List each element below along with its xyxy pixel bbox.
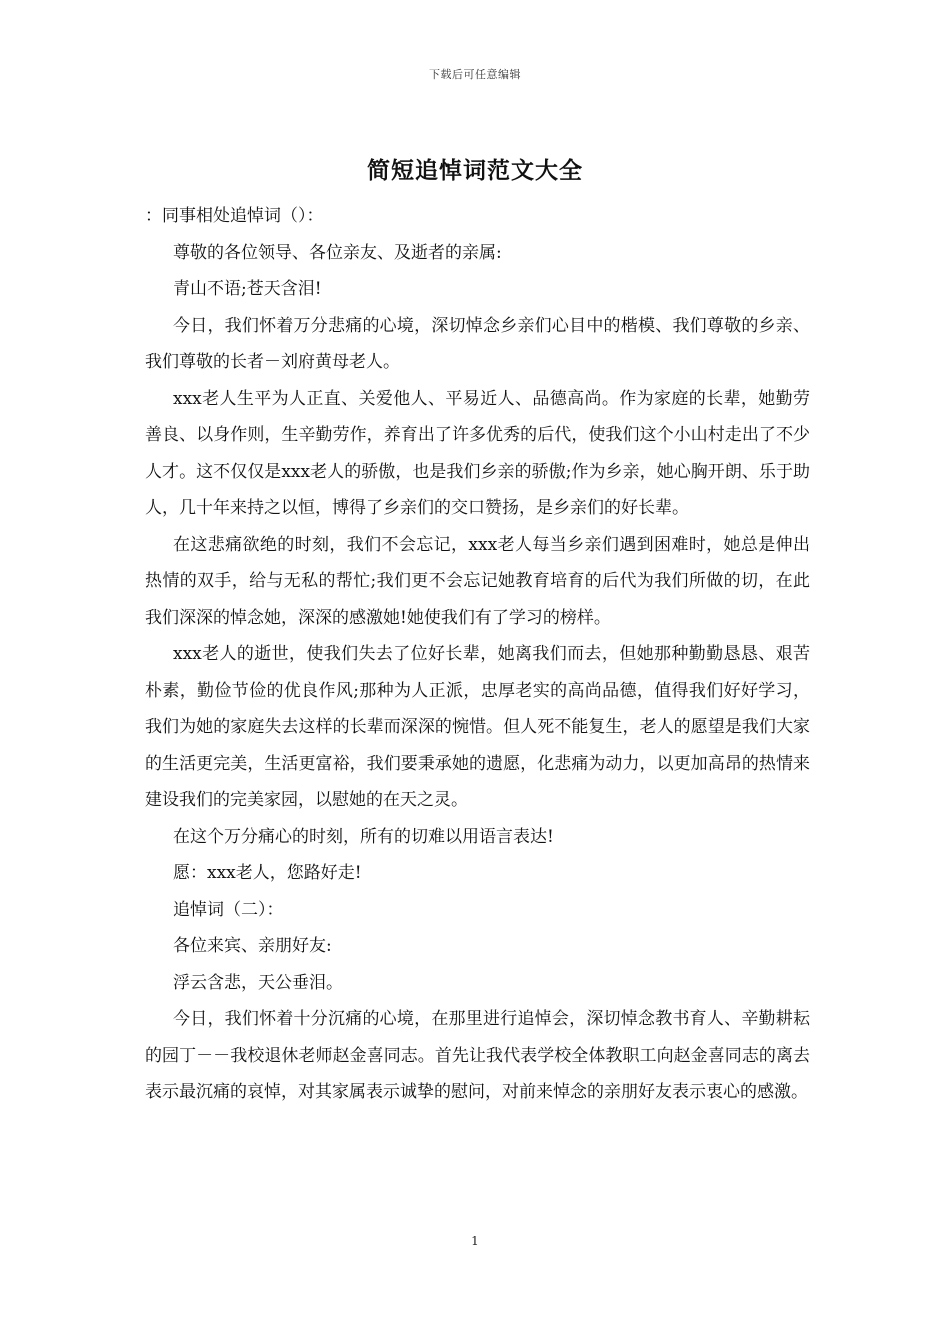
paragraph: 青山不语;苍天含泪! bbox=[173, 279, 322, 299]
page-number: 1 bbox=[471, 1234, 479, 1248]
section-heading: 追悼词（二）： bbox=[173, 899, 284, 920]
paragraph: xxx老人的逝世，使我们失去了位好长辈，她离我们而去，但她那种勤勤恳恳、艰苦朴素，勤俭节俭的优良作风;那种为人正派，忠厚老实的高尚品德，值得我们好好学习，我们为她的家庭失去这样的长辈而深深的惋惜。但人死不能复生，老人的愿望是我们大家的生活更完美，生活更富裕，我们要秉承她的遗愿，化悲痛为动力，以更加高昂的热情来建设我们的完美家园，以慰她的在天之灵。 bbox=[145, 644, 810, 810]
paragraph: 尊敬的各位领导、各位亲友、及逝者的亲属: bbox=[173, 242, 502, 263]
page-header: 下载后可任意编辑 bbox=[429, 68, 521, 81]
paragraph: 在这个万分痛心的时刻，所有的切难以用语言表达! bbox=[173, 826, 554, 847]
paragraph: 愿：xxx老人，您路好走! bbox=[173, 863, 362, 883]
document-body bbox=[145, 198, 810, 1111]
paragraph: 浮云含悲，天公垂泪。 bbox=[173, 972, 343, 993]
document-title: 简短追悼词范文大全 bbox=[367, 157, 583, 184]
paragraph: 今日，我们怀着万分悲痛的心境，深切悼念乡亲们心目中的楷模、我们尊敬的乡亲、我们尊敬的长者－刘府黄母老人。 bbox=[145, 315, 810, 372]
paragraph: 各位来宾、亲朋好友: bbox=[173, 936, 332, 956]
paragraph: 在这悲痛欲绝的时刻，我们不会忘记，xxx老人每当乡亲们遇到困难时，她总是伸出热情的双手，给与无私的帮忙;我们更不会忘记她教育培育的后代为我们所做的切，在此我们深深的悼念她，深深的感激她!她使我们有了学习的榜样。 bbox=[145, 534, 810, 628]
paragraph: ：同事相处追悼词（）： bbox=[145, 206, 324, 226]
paragraph: 今日，我们怀着十分沉痛的心境，在那里进行追悼会，深切悼念教书育人、辛勤耕耘的园丁－－我校退休老师赵金喜同志。首先让我代表学校全体教职工向赵金喜同志的离去表示最沉痛的哀悼，对其家属表示诚挚的慰问，对前来悼念的亲朋好友表示衷心的感激。 bbox=[145, 1009, 810, 1102]
paragraph: xxx老人生平为人正直、关爱他人、平易近人、品德高尚。作为家庭的长辈，她勤劳善良、以身作则，生辛勤劳作，养育出了许多优秀的后代，使我们这个小山村走出了不少人才。这不仅仅是xxx老人的骄傲，也是我们乡亲的骄傲;作为乡亲，她心胸开朗、乐于助人，几十年来持之以恒，博得了乡亲们的交口赞扬，是乡亲们的好长辈。 bbox=[145, 388, 810, 518]
